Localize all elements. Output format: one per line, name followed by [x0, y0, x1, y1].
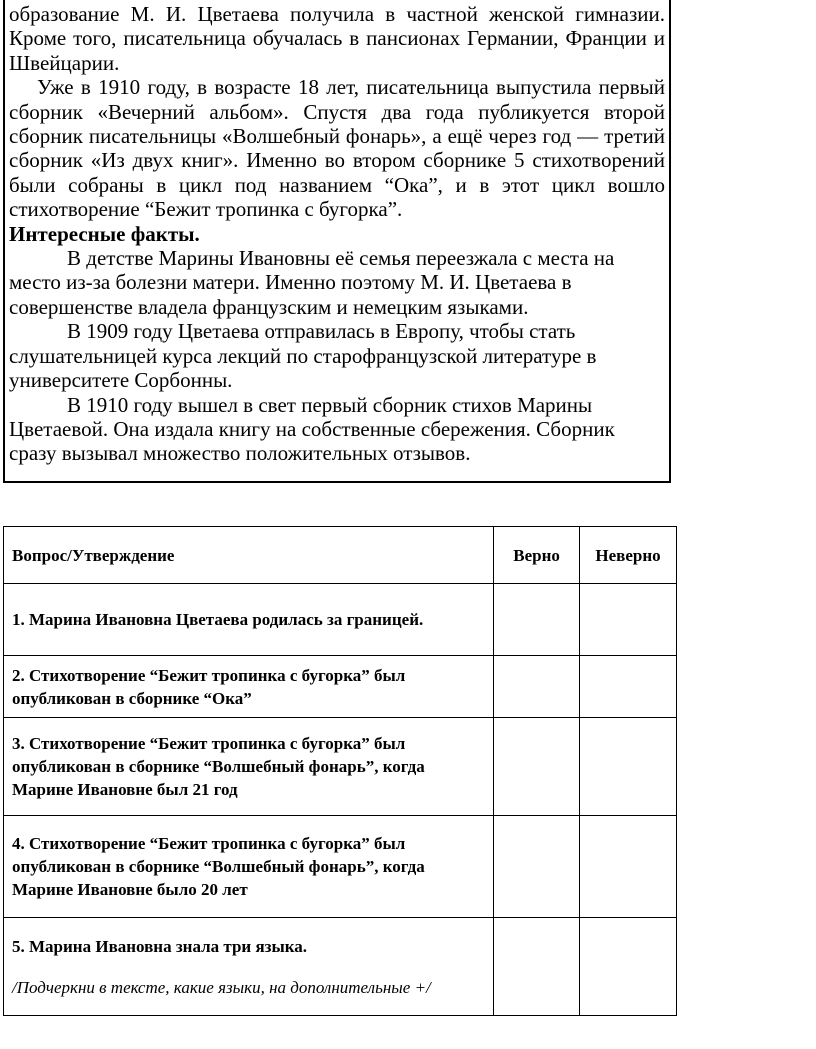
true-false-table	[3, 526, 677, 1016]
header-false: Неверно	[580, 527, 677, 584]
answer-true-cell[interactable]	[494, 584, 580, 656]
statement-cell: 4. Стихотворение “Бежит тропинка с бугорка” был опубликован в сборнике “Волшебный фонарь”, когда Марине Ивановне было 20 лет	[4, 816, 494, 918]
statement-cell: 2. Стихотворение “Бежит тропинка с бугорка” был опубликован в сборнике “Ока”	[4, 656, 494, 718]
table-row	[4, 718, 677, 816]
table-row	[4, 584, 677, 656]
reading-text-box	[3, 0, 671, 483]
table-row	[4, 918, 677, 1016]
table-row	[4, 656, 677, 718]
fact-childhood: В детстве Марины Ивановны её семья переезжала с места на место из-за болезни матери. Именно поэтому М. И. Цветаева в совершенстве владела французским и немецким языками.	[9, 246, 615, 319]
header-true: Верно	[494, 527, 580, 584]
statement-text: 5. Марина Ивановна знала три языка.	[12, 936, 308, 956]
fact-first-book: В 1910 году вышел в свет первый сборник стихов Марины Цветаевой. Она издала книгу на собственные сбережения. Сборник сразу вызывал множество положительных отзывов.	[9, 392, 615, 466]
table-header-row	[4, 527, 677, 584]
paragraph-collections: Уже в 1910 году, в возрасте 18 лет, писательница выпустила первый сборник «Вечерний альбом». Спустя два года публикуется второй сборник писательницы «Волшебный фонарь», а ещё через год — третий сборник «Из двух книг». Именно во втором сборнике 5 стихотворений были собраны в цикл под названием “Ока”, и в этот цикл вошло стихотворение “Бежит тропинка с бугорка”.	[9, 75, 665, 222]
table-row	[4, 816, 677, 918]
statement-cell	[4, 918, 494, 1016]
header-question: Вопрос/Утверждение	[4, 527, 494, 584]
answer-false-cell[interactable]	[580, 656, 677, 718]
answer-true-cell[interactable]	[494, 656, 580, 718]
paragraph-education: образование М. И. Цветаева получила в частной женской гимназии. Кроме того, писательница обучалась в пансионах Германии, Франции и Швейцарии.	[9, 2, 665, 75]
answer-true-cell[interactable]	[494, 918, 580, 1016]
fact-europe: В 1909 году Цветаева отправилась в Европу, чтобы стать слушательницей курса лекций по старофранцузской литературе в университете Сорбонны.	[9, 319, 597, 393]
answer-true-cell[interactable]	[494, 816, 580, 918]
answer-false-cell[interactable]	[580, 718, 677, 816]
instruction-note: /Подчеркни в тексте, какие языки, на дополнительные +/	[12, 977, 431, 997]
facts-heading: Интересные факты.	[9, 221, 200, 246]
answer-false-cell[interactable]	[580, 816, 677, 918]
answer-false-cell[interactable]	[580, 584, 677, 656]
answer-false-cell[interactable]	[580, 918, 677, 1016]
answer-true-cell[interactable]	[494, 718, 580, 816]
statement-cell: 1. Марина Ивановна Цветаева родилась за границей.	[4, 584, 494, 656]
statement-cell: 3. Стихотворение “Бежит тропинка с бугорка” был опубликован в сборнике “Волшебный фонарь”, когда Марине Ивановне был 21 год	[4, 718, 494, 816]
